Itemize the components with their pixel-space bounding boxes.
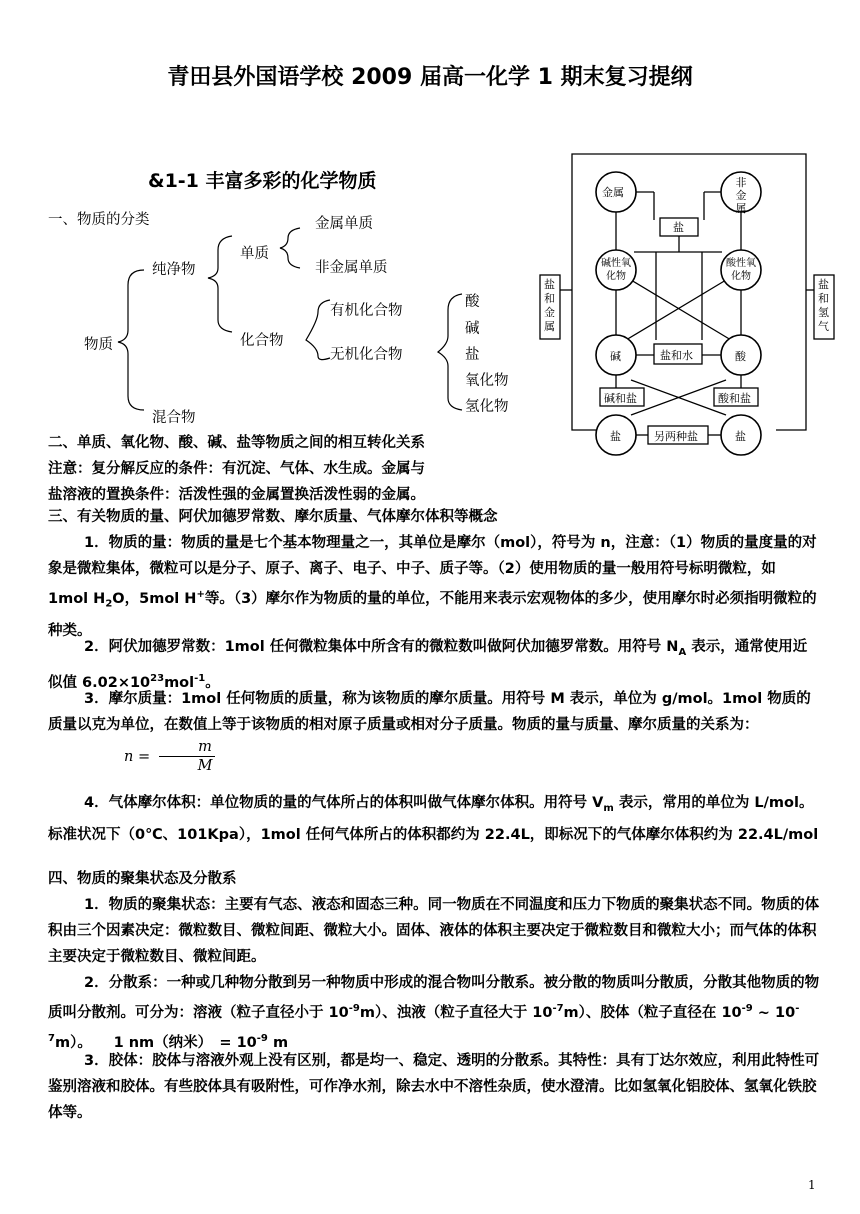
- tree-pure: 纯净物: [152, 262, 196, 278]
- tree-metal: 金属单质: [315, 216, 373, 232]
- diagram-basic-oxide: 碱性氧化物: [601, 258, 631, 282]
- tree-mixture: 混合物: [152, 410, 196, 426]
- diagram-salt-top: 盐: [673, 221, 684, 234]
- tree-inorganic: 无机化合物: [330, 347, 403, 363]
- tree-root: 物质: [84, 337, 113, 353]
- diagram-acid: 酸: [735, 350, 746, 363]
- section4-paragraph-3: 3．胶体：胶体与溶液外观上没有区别，都是均一、稳定、透明的分散系。其特性：具有丁达尔效应，利用此特性可鉴别溶液和胶体。有些胶体具有吸附性，可作净水剂，除去水中不溶性杂质，使水澄清。比如氢氧化铝胶体、氢氧化铁胶体等。: [48, 1053, 820, 1121]
- inorganic-type: 碱: [465, 321, 480, 337]
- inorganic-type: 氢化物: [465, 399, 509, 415]
- inorganic-type: 氧化物: [465, 373, 509, 389]
- section3-paragraph-2: 2．阿伏加德罗常数：1mol 任何微粒集体中所含有的微粒数叫做阿伏加德罗常数。用符号 $N_A$ 表示，通常使用近似值 $6.02\times 10^{23}mol^{-1}$。: [48, 639, 808, 691]
- diagram-salt-left: 盐: [610, 430, 621, 443]
- tree-element: 单质: [240, 246, 269, 262]
- diagram-two-salts: 另两种盐: [654, 430, 698, 443]
- section3-paragraph-3: 3．摩尔质量：1mol 任何物质的质量，称为该物质的摩尔质量。用符号 M 表示，单位为 g/mol。1mol 物质的质量以克为单位，在数值上等于该物质的相对原子质量或相对分子质量。物质的量与质量、摩尔质量的关系为： n = $\frac{m}{M}$: [48, 691, 811, 774]
- section4-paragraph-2: 2．分散系：一种或几种物分散到另一种物质中形成的混合物叫分散系。被分散的物质叫分散质，分散其他物质的物质叫分散剂。可分为：溶液（粒子直径小于 $10^{-9}m$）、浊液（粒子直径大于 $10^{-7}m$）、胶体（粒子直径在 $10^{-9}$ ~ $10^{-7}m$）。 1 nm（纳米） = $10^{-9}$ m: [48, 975, 820, 1051]
- tree-organic: 有机化合物: [330, 303, 403, 319]
- classification-heading: 一、物质的分类: [48, 212, 150, 228]
- page-title: 青田县外国语学校 2009 届高一化学 1 期末复习提纲: [167, 65, 693, 90]
- section2-line2: 盐溶液的置换条件：活泼性强的金属置换活泼性弱的金属。: [48, 487, 425, 503]
- diagram-side-right: 盐和氢气: [818, 278, 829, 333]
- diagram-nonmetal: 非金属: [735, 176, 747, 215]
- diagram-salt-water: 盐和水: [660, 349, 693, 362]
- section3-paragraph-1: 1．物质的量：物质的量是七个基本物理量之一，其单位是摩尔（mol），符号为 n，注意：（1）物质的量度量的对象是微粒集体，微粒可以是分子、原子、离子、电子、中子、质子等。（2）使用物质的量一般用符号标明微粒，如 1mol $H_2O$，5mol H+等。（3）摩尔作为物质的量的单位，不能用来表示宏观物体的多少，使用摩尔时必须指明微粒的种类。: [48, 535, 817, 639]
- section2-heading: 二、单质、氧化物、酸、碱、盐等物质之间的相互转化关系: [48, 435, 425, 451]
- section-title: &1-1 丰富多彩的化学物质: [148, 170, 377, 192]
- formula-fraction: $\frac{m}{M}$: [159, 738, 215, 775]
- diagram-lines: [536, 130, 836, 460]
- diagram-metal: 金属: [602, 186, 624, 199]
- section4-paragraph-1: 1．物质的聚集状态：主要有气态、液态和固态三种。同一物质在不同温度和压力下物质的聚集状态不同。物质的体积由三个因素决定：微粒数目、微粒间距、微粒大小。固体、液体的体积主要决定于微粒数目和微粒大小；而气体的体积主要决定于微粒数目、微粒间距。: [48, 897, 820, 965]
- tree-compound: 化合物: [240, 333, 284, 349]
- diagram-acid-salt: 酸和盐: [718, 392, 751, 405]
- page-number: 1: [808, 1178, 816, 1192]
- tree-nonmetal: 非金属单质: [315, 260, 388, 276]
- conversion-diagram: [536, 130, 836, 460]
- inorganic-type: 盐: [465, 347, 480, 363]
- molar-mass-formula: n =: [124, 748, 151, 765]
- diagram-base-salt: 碱和盐: [604, 392, 637, 405]
- section3-heading: 三、有关物质的量、阿伏加德罗常数、摩尔质量、气体摩尔体积等概念: [48, 509, 498, 525]
- section3-paragraph-4: 4．气体摩尔体积：单位物质的量的气体所占的体积叫做气体摩尔体积。用符号 $V_m$ 表示，常用的单位为 L/mol。标准状况下（0℃、101Kpa），1mol 任何气体所占的体积都约为 22.4L，即标况下的气体摩尔体积约为 22.4L/mol: [48, 795, 819, 843]
- section2-line1: 注意：复分解反应的条件：有沉淀、气体、水生成。金属与: [48, 461, 425, 477]
- diagram-side-left: 盐和金属: [544, 278, 555, 333]
- diagram-base: 碱: [610, 350, 621, 363]
- inorganic-type: 酸: [465, 294, 480, 310]
- diagram-acidic-oxide: 酸性氧化物: [726, 258, 756, 282]
- section4-heading: 四、物质的聚集状态及分散系: [48, 871, 237, 887]
- diagram-salt-right: 盐: [735, 430, 746, 443]
